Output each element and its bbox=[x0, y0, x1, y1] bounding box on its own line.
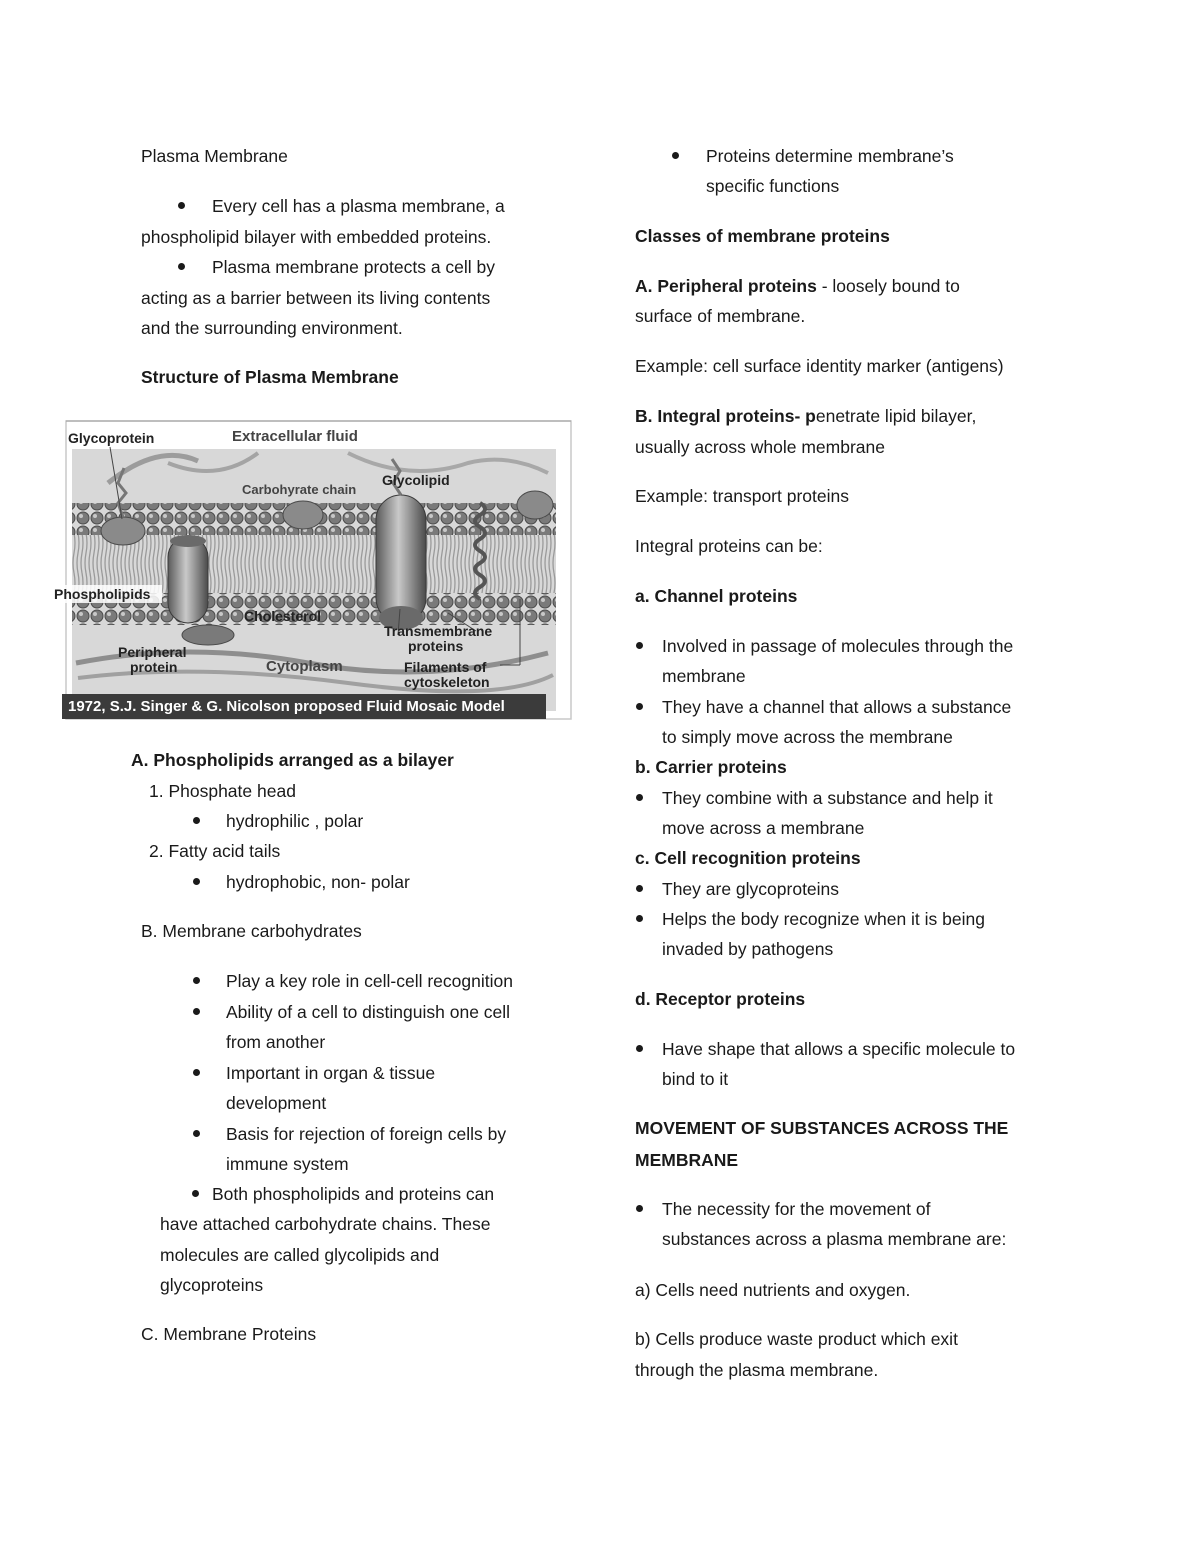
label-peripheral: Peripheral bbox=[118, 644, 187, 660]
list-item: Involved in passage of molecules through the bbox=[662, 636, 1014, 656]
section-heading: d. Receptor proteins bbox=[635, 989, 806, 1009]
bullet-dot bbox=[193, 977, 200, 984]
bullet-dot bbox=[178, 263, 185, 270]
paragraph: Example: transport proteins bbox=[635, 486, 849, 506]
fluid-mosaic-figure bbox=[48, 413, 572, 721]
section-heading: a. Channel proteins bbox=[635, 586, 798, 606]
label-glycolipid: Glycolipid bbox=[382, 472, 450, 488]
list-item: invaded by pathogens bbox=[662, 939, 834, 959]
intro-text: acting as a barrier between its living contents bbox=[141, 288, 491, 308]
section-heading: Classes of membrane proteins bbox=[635, 226, 890, 246]
label-filaments: Filaments of bbox=[404, 659, 487, 675]
figure-caption bbox=[62, 694, 546, 719]
paragraph: surface of membrane. bbox=[635, 306, 806, 326]
intro-text: and the surrounding environment. bbox=[141, 318, 403, 338]
list-item: Have shape that allows a specific molecule to bbox=[662, 1039, 1016, 1059]
list-item: hydrophobic, non- polar bbox=[226, 872, 410, 892]
list-item: Both phospholipids and proteins can bbox=[212, 1184, 495, 1204]
peripheral-label: A. Peripheral proteins bbox=[635, 276, 817, 296]
integral-text: enetrate lipid bilayer, bbox=[815, 406, 977, 426]
section-heading: MOVEMENT OF SUBSTANCES ACROSS THE bbox=[635, 1118, 1009, 1138]
page-title: Plasma Membrane bbox=[141, 146, 288, 166]
list-item: substances across a plasma membrane are: bbox=[662, 1229, 1007, 1249]
section-heading: c. Cell recognition proteins bbox=[635, 848, 861, 868]
list-item: glycoproteins bbox=[160, 1275, 264, 1295]
peripheral-text: - loosely bound to bbox=[816, 276, 960, 296]
bullet-dot bbox=[636, 1205, 643, 1212]
list-item: Basis for rejection of foreign cells by bbox=[226, 1124, 507, 1144]
label-transmembrane-2: proteins bbox=[408, 638, 464, 654]
section-heading: MEMBRANE bbox=[635, 1150, 739, 1170]
peripheral-proteins-line bbox=[635, 275, 960, 297]
integral-label: B. Integral proteins- p bbox=[635, 406, 816, 426]
list-item: Play a key role in cell-cell recognition bbox=[226, 971, 513, 991]
paragraph: Integral proteins can be: bbox=[635, 536, 823, 556]
label-cytoplasm: Cytoplasm bbox=[266, 658, 343, 675]
integral-proteins-line bbox=[635, 405, 976, 427]
bullet-dot bbox=[178, 202, 185, 209]
bullet-dot bbox=[636, 642, 643, 649]
list-item: bind to it bbox=[662, 1069, 729, 1089]
list-item: 1. Phosphate head bbox=[149, 781, 296, 801]
list-item: move across a membrane bbox=[662, 818, 865, 838]
list-item: hydrophilic , polar bbox=[226, 811, 364, 831]
list-item: molecules are called glycolipids and bbox=[160, 1245, 440, 1265]
bullet-dot bbox=[636, 1045, 643, 1052]
label-cholesterol: Cholesterol bbox=[244, 608, 322, 624]
list-item: immune system bbox=[226, 1154, 349, 1174]
intro-text: Every cell has a plasma membrane, a bbox=[212, 196, 505, 216]
section-heading: C. Membrane Proteins bbox=[141, 1324, 317, 1344]
list-item: They have a channel that allows a substance bbox=[662, 697, 1012, 717]
bullet-dot bbox=[193, 1069, 200, 1076]
intro-text: phospholipid bilayer with embedded proteins. bbox=[141, 227, 492, 247]
list-item: Important in organ & tissue bbox=[226, 1063, 436, 1083]
label-glycoprotein: Glycoprotein bbox=[68, 430, 155, 446]
paragraph: a) Cells need nutrients and oxygen. bbox=[635, 1280, 911, 1300]
label-filaments-2: cytoskeleton bbox=[404, 674, 490, 690]
paragraph: b) Cells produce waste product which exit bbox=[635, 1329, 958, 1349]
bullet-dot bbox=[636, 915, 643, 922]
paragraph: usually across whole membrane bbox=[635, 437, 885, 457]
list-item: Ability of a cell to distinguish one cell bbox=[226, 1002, 511, 1022]
paragraph: Example: cell surface identity marker (antigens) bbox=[635, 356, 1004, 376]
bullet-dot bbox=[636, 885, 643, 892]
label-transmembrane: Transmembrane bbox=[384, 623, 493, 639]
section-heading: A. Phospholipids arranged as a bilayer bbox=[131, 750, 454, 770]
list-item: from another bbox=[226, 1032, 326, 1052]
bullet-dot bbox=[193, 1130, 200, 1137]
list-item: Proteins determine membrane’s bbox=[706, 146, 954, 166]
label-extracellular: Extracellular fluid bbox=[232, 428, 358, 445]
bullet-dot bbox=[636, 703, 643, 710]
label-peripheral-2: protein bbox=[130, 659, 178, 675]
bullet-dot bbox=[636, 794, 643, 801]
list-item: to simply move across the membrane bbox=[662, 727, 953, 747]
list-item: have attached carbohydrate chains. These bbox=[160, 1214, 491, 1234]
list-item: Helps the body recognize when it is being bbox=[662, 909, 985, 929]
bullet-dot bbox=[193, 878, 200, 885]
label-carbohydrate: Carbohyrate chain bbox=[242, 482, 357, 497]
list-item: 2. Fatty acid tails bbox=[149, 841, 281, 861]
bullet-dot bbox=[193, 1008, 200, 1015]
section-heading: b. Carrier proteins bbox=[635, 757, 787, 777]
list-item: membrane bbox=[662, 666, 746, 686]
bullet-dot bbox=[672, 152, 679, 159]
label-phospholipids: Phospholipids bbox=[54, 586, 151, 602]
bullet-dot bbox=[192, 1190, 199, 1197]
figure-caption-text: 1972, S.J. Singer & G. Nicolson proposed Fluid Mosaic Model bbox=[68, 698, 505, 715]
intro-text: Plasma membrane protects a cell by bbox=[212, 257, 496, 277]
list-item: They are glycoproteins bbox=[662, 879, 840, 899]
list-item: development bbox=[226, 1093, 327, 1113]
membrane-illustration bbox=[48, 413, 572, 721]
paragraph: through the plasma membrane. bbox=[635, 1360, 879, 1380]
list-item: specific functions bbox=[706, 176, 840, 196]
bullet-dot bbox=[193, 817, 200, 824]
list-item: The necessity for the movement of bbox=[662, 1199, 931, 1219]
section-heading: Structure of Plasma Membrane bbox=[141, 367, 399, 387]
section-heading: B. Membrane carbohydrates bbox=[141, 921, 362, 941]
list-item: They combine with a substance and help it bbox=[662, 788, 993, 808]
